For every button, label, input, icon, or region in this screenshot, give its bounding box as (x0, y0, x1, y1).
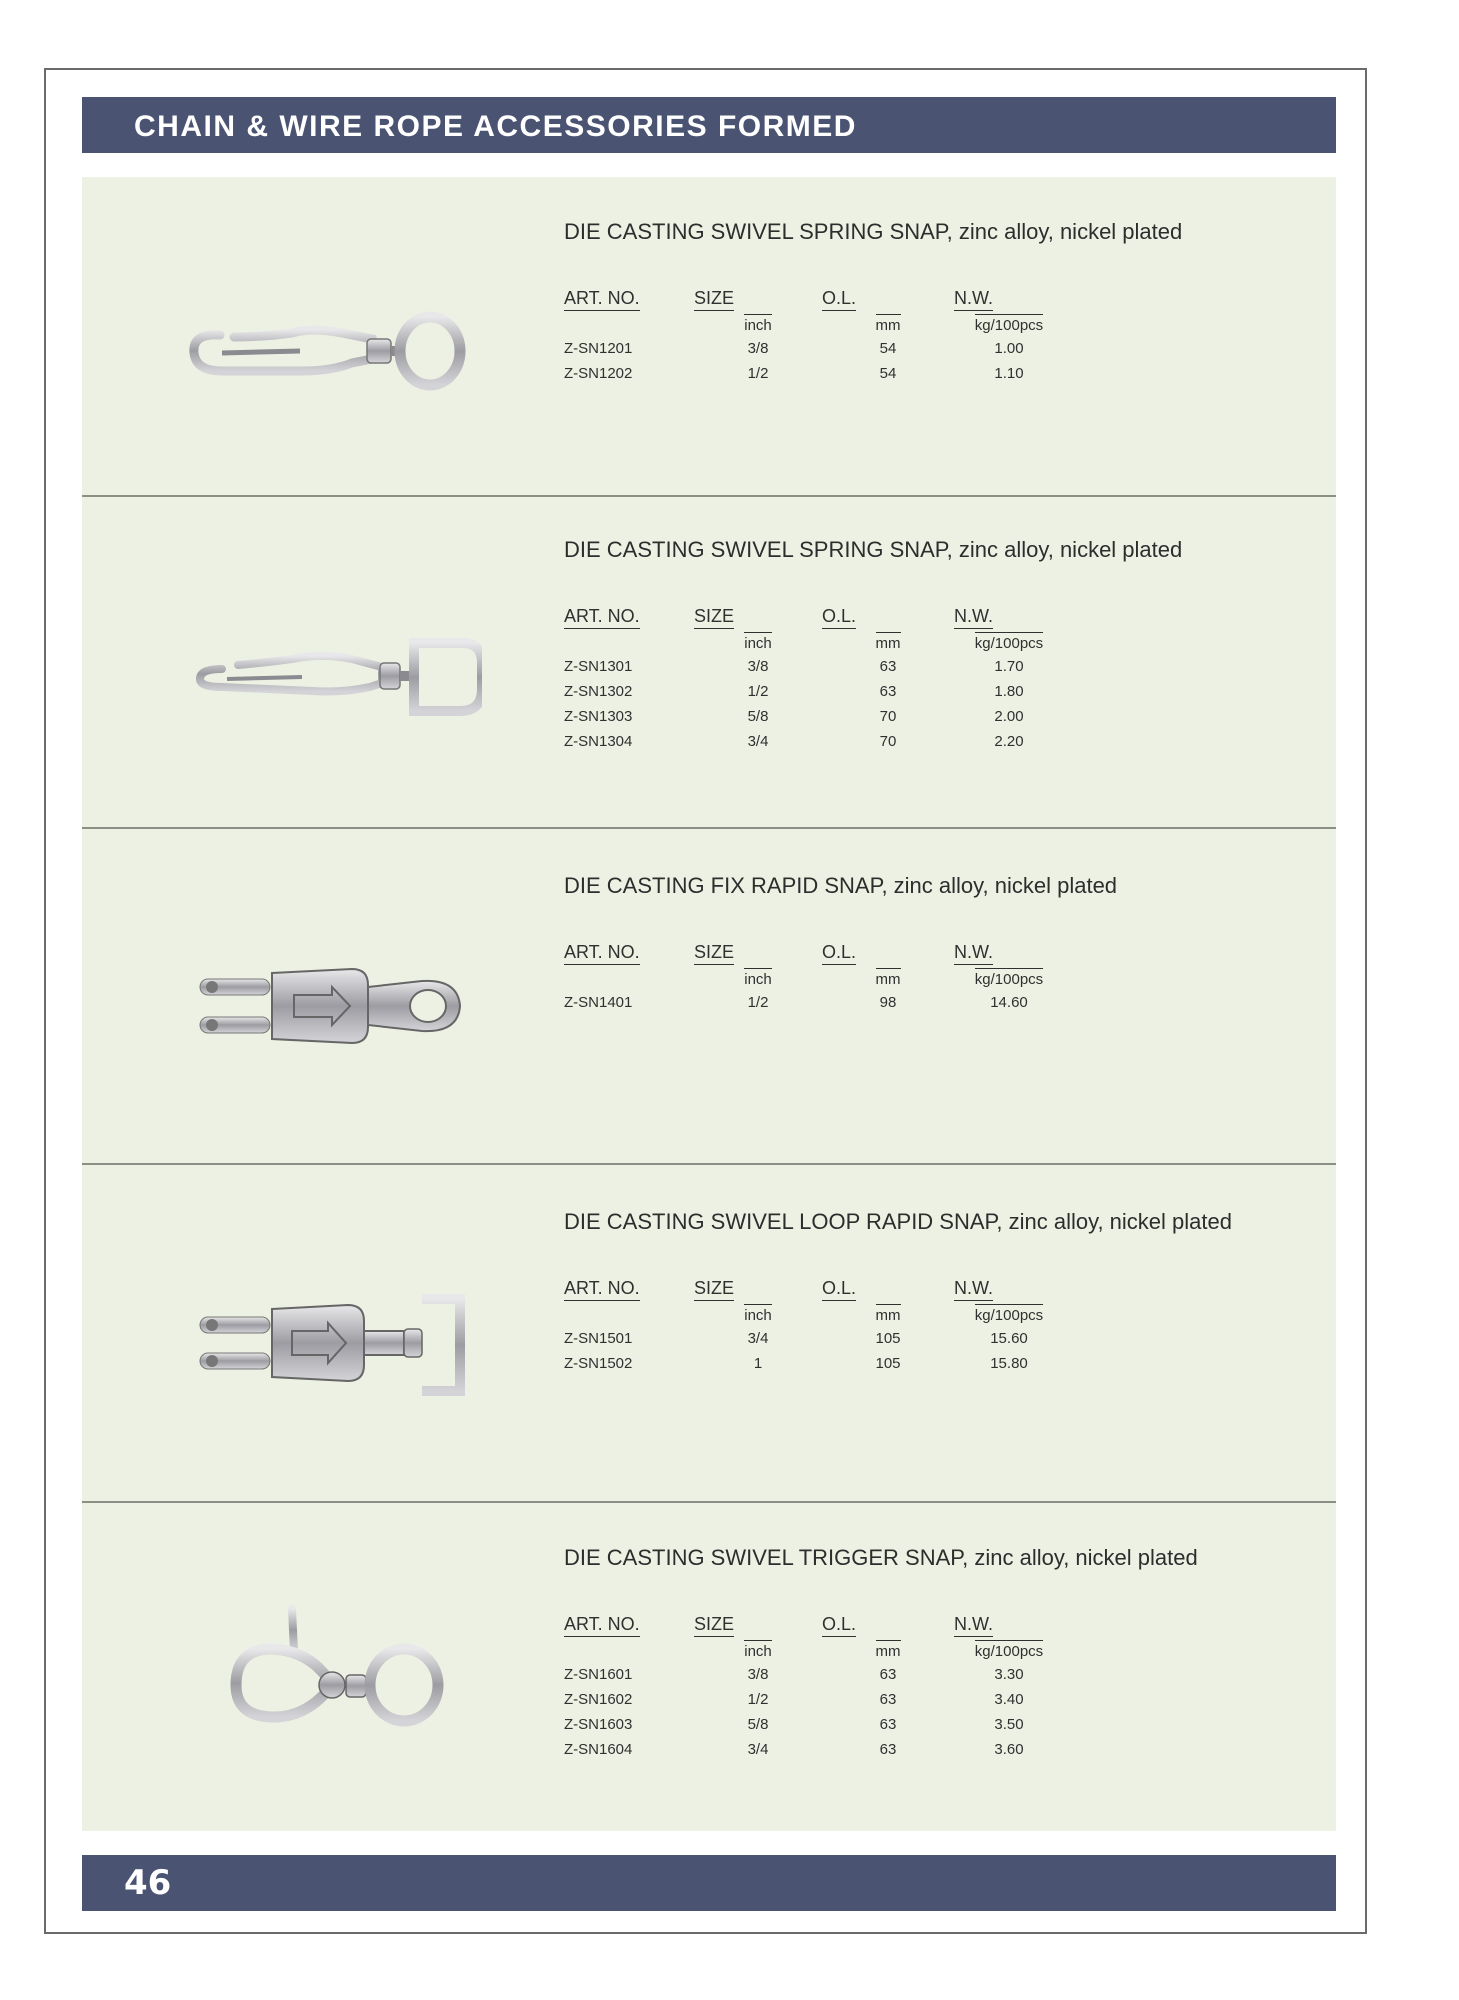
product-section (82, 1165, 1336, 1503)
swivel-trigger-snap-icon (182, 1593, 482, 1753)
column-header-size: SIZE (694, 288, 734, 311)
column-unit: inch (744, 1640, 772, 1660)
column-unit: mm (876, 968, 901, 988)
table-row (564, 1351, 1064, 1376)
swivel-spring-snap-icon (182, 267, 482, 427)
cell-art-no: Z-SN1303 (564, 708, 633, 725)
cell-nw: 1.80 (994, 683, 1024, 700)
cell-nw: 2.20 (994, 733, 1024, 750)
table-row (564, 990, 1064, 1015)
cell-nw: 14.60 (990, 994, 1028, 1011)
cell-size: 3/8 (747, 1666, 769, 1683)
column-header-size: SIZE (694, 1614, 734, 1637)
cell-nw: 3.50 (994, 1716, 1024, 1733)
column-unit: kg/100pcs (975, 314, 1043, 334)
cell-size: 1/2 (747, 683, 769, 700)
table-row (564, 729, 1064, 754)
column-header-ol: O.L. (822, 942, 856, 965)
cell-ol: 105 (875, 1355, 901, 1372)
column-unit: mm (876, 632, 901, 652)
cell-art-no: Z-SN1304 (564, 733, 633, 750)
product-title: DIE CASTING SWIVEL SPRING SNAP, zinc alloy, nickel plated (564, 537, 1183, 562)
cell-nw: 15.60 (990, 1330, 1028, 1347)
cell-nw: 1.10 (994, 365, 1024, 382)
column-header-nw: N.W. (954, 288, 993, 311)
cell-ol: 63 (879, 683, 897, 700)
cell-nw: 15.80 (990, 1355, 1028, 1372)
cell-art-no: Z-SN1401 (564, 994, 633, 1011)
product-title: DIE CASTING FIX RAPID SNAP, zinc alloy, nickel plated (564, 873, 1118, 898)
cell-size: 1/2 (747, 994, 769, 1011)
cell-nw: 3.30 (994, 1666, 1024, 1683)
page-number: 46 (124, 1863, 172, 1903)
column-header-size: SIZE (694, 606, 734, 629)
table-header-row (564, 599, 1064, 629)
cell-ol: 70 (879, 708, 897, 725)
table-row (564, 1712, 1064, 1737)
column-unit: mm (876, 1640, 901, 1660)
product-title: DIE CASTING SWIVEL SPRING SNAP, zinc alloy, nickel plated (564, 219, 1183, 244)
cell-nw: 1.00 (994, 340, 1024, 357)
cell-ol: 63 (879, 1716, 897, 1733)
cell-size: 3/4 (747, 1741, 769, 1758)
column-header-nw: N.W. (954, 942, 993, 965)
column-header-art-no: ART. NO. (564, 288, 640, 311)
table-row (564, 1326, 1064, 1351)
cell-art-no: Z-SN1202 (564, 365, 633, 382)
cell-ol: 63 (879, 1666, 897, 1683)
footer-band (82, 1855, 1336, 1911)
table-row (564, 1687, 1064, 1712)
column-header-art-no: ART. NO. (564, 1278, 640, 1301)
product-section (82, 177, 1336, 497)
product-section (82, 1503, 1336, 1831)
cell-art-no: Z-SN1604 (564, 1741, 633, 1758)
swivel-loop-rapid-snap-icon (182, 1265, 482, 1425)
table-unit-row (564, 1301, 1064, 1326)
cell-nw: 2.00 (994, 708, 1024, 725)
table-row (564, 654, 1064, 679)
table-unit-row (564, 629, 1064, 654)
product-section (82, 829, 1336, 1165)
table-header-row (564, 281, 1064, 311)
cell-ol: 54 (879, 365, 897, 382)
cell-size: 5/8 (747, 708, 769, 725)
cell-size: 3/4 (747, 733, 769, 750)
cell-size: 1 (753, 1355, 763, 1372)
column-unit: inch (744, 1304, 772, 1324)
table-unit-row (564, 1637, 1064, 1662)
spec-table (564, 599, 1064, 754)
product-section (82, 497, 1336, 829)
column-header-art-no: ART. NO. (564, 1614, 640, 1637)
cell-art-no: Z-SN1302 (564, 683, 633, 700)
column-unit: kg/100pcs (975, 632, 1043, 652)
table-row (564, 679, 1064, 704)
column-unit: inch (744, 632, 772, 652)
table-header-row (564, 1271, 1064, 1301)
table-row (564, 704, 1064, 729)
column-header-art-no: ART. NO. (564, 606, 640, 629)
cell-ol: 63 (879, 1691, 897, 1708)
cell-size: 3/8 (747, 658, 769, 675)
cell-art-no: Z-SN1201 (564, 340, 633, 357)
column-header-size: SIZE (694, 942, 734, 965)
column-unit: kg/100pcs (975, 1640, 1043, 1660)
table-unit-row (564, 965, 1064, 990)
cell-ol: 63 (879, 1741, 897, 1758)
column-header-nw: N.W. (954, 606, 993, 629)
product-title: DIE CASTING SWIVEL TRIGGER SNAP, zinc alloy, nickel plated (564, 1545, 1198, 1570)
table-row (564, 336, 1064, 361)
column-header-nw: N.W. (954, 1614, 993, 1637)
cell-size: 3/4 (747, 1330, 769, 1347)
fix-rapid-snap-icon (182, 929, 482, 1089)
cell-nw: 3.40 (994, 1691, 1024, 1708)
product-list (82, 177, 1336, 1831)
column-header-ol: O.L. (822, 1278, 856, 1301)
cell-nw: 3.60 (994, 1741, 1024, 1758)
spec-table (564, 281, 1064, 386)
cell-size: 1/2 (747, 1691, 769, 1708)
spec-table (564, 1271, 1064, 1376)
table-row (564, 361, 1064, 386)
spec-table (564, 1607, 1064, 1762)
cell-size: 3/8 (747, 340, 769, 357)
table-row (564, 1662, 1064, 1687)
column-header-art-no: ART. NO. (564, 942, 640, 965)
product-title: DIE CASTING SWIVEL LOOP RAPID SNAP, zinc alloy, nickel plated (564, 1209, 1232, 1234)
cell-art-no: Z-SN1603 (564, 1716, 633, 1733)
table-row (564, 1737, 1064, 1762)
cell-ol: 63 (879, 658, 897, 675)
cell-art-no: Z-SN1502 (564, 1355, 633, 1372)
header-band (82, 97, 1336, 153)
cell-art-no: Z-SN1501 (564, 1330, 633, 1347)
column-unit: kg/100pcs (975, 968, 1043, 988)
column-unit: mm (876, 314, 901, 334)
cell-size: 1/2 (747, 365, 769, 382)
cell-art-no: Z-SN1601 (564, 1666, 633, 1683)
cell-nw: 1.70 (994, 658, 1024, 675)
column-unit: inch (744, 968, 772, 988)
page-title: CHAIN & WIRE ROPE ACCESSORIES FORMED (134, 110, 857, 143)
column-unit: mm (876, 1304, 901, 1324)
cell-art-no: Z-SN1602 (564, 1691, 633, 1708)
table-header-row (564, 1607, 1064, 1637)
cell-ol: 98 (879, 994, 897, 1011)
cell-size: 5/8 (747, 1716, 769, 1733)
column-header-size: SIZE (694, 1278, 734, 1301)
column-unit: kg/100pcs (975, 1304, 1043, 1324)
column-header-ol: O.L. (822, 606, 856, 629)
cell-art-no: Z-SN1301 (564, 658, 633, 675)
cell-ol: 105 (875, 1330, 901, 1347)
cell-ol: 70 (879, 733, 897, 750)
column-header-ol: O.L. (822, 1614, 856, 1637)
table-unit-row (564, 311, 1064, 336)
column-unit: inch (744, 314, 772, 334)
column-header-ol: O.L. (822, 288, 856, 311)
cell-ol: 54 (879, 340, 897, 357)
spec-table (564, 935, 1064, 1015)
column-header-nw: N.W. (954, 1278, 993, 1301)
table-header-row (564, 935, 1064, 965)
swivel-spring-snap-long-icon (182, 607, 482, 767)
